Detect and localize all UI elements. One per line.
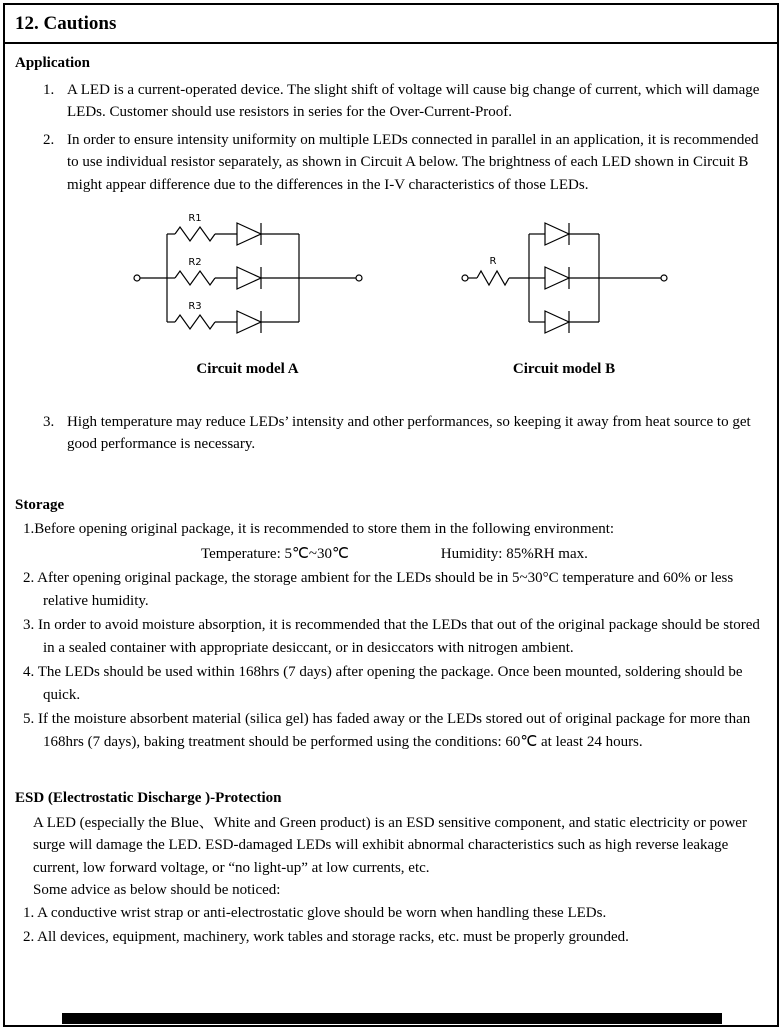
application-items [15, 79, 763, 456]
list-item [37, 79, 763, 124]
resistor-symbol [175, 271, 215, 285]
humidity-condition: Humidity: 85%RH max. [440, 545, 588, 562]
branch-led [529, 267, 599, 289]
storage-conditions [23, 543, 763, 566]
application-heading: Application [15, 55, 91, 71]
branch-led [529, 311, 599, 333]
branch-r2-led [167, 257, 299, 289]
list-item: 2. All devices, equipment, machinery, work tables and storage racks, etc. must be properly grounded. [23, 929, 629, 945]
list-item: 3. In order to avoid moisture absorption, it is recommended that the LEDs that out of the original package should be stored in a sealed container with appropriate desiccant, or in desiccators with nitrogen ambient. [23, 617, 760, 656]
circuit-model-a [129, 208, 367, 381]
terminal-node [462, 275, 468, 281]
page-title-text: 12. Cautions [15, 13, 117, 34]
circuit-model-b [457, 208, 672, 381]
led-symbol [237, 223, 261, 245]
list-item [37, 129, 763, 197]
item-text: High temperature may reduce LEDs’ intensity and other performances, so keeping it away from heat source to get good performance is necessary. [67, 413, 751, 452]
led-symbol [237, 311, 261, 333]
branch-r3-led [167, 301, 299, 333]
led-symbol [545, 223, 569, 245]
section-application [15, 52, 763, 456]
page-title [5, 5, 777, 44]
item-number: 3. [43, 413, 55, 430]
item-number: 1. [43, 81, 55, 98]
led-symbol [545, 267, 569, 289]
led-symbol [545, 311, 569, 333]
esd-advice-list [15, 902, 763, 949]
circuit-diagrams [37, 208, 763, 381]
circuit-model-a-diagram [129, 208, 367, 348]
esd-body [15, 812, 763, 902]
esd-intro-paragraph: A LED (especially the Blue、White and Green product) is an ESD sensitive component, and static electricity or power surge will damage the LED. ESD-damaged LEDs will exhibit abnormal characteristics such as high reverse leakage current, low forward voltage, or “no light-up” at low currents, etc. [33, 814, 747, 876]
resistor-label: R3 [187, 301, 202, 312]
resistor-symbol [175, 315, 215, 329]
circuit-model-a-caption: Circuit model A [196, 361, 299, 377]
item-number: 2. [43, 131, 55, 148]
branch-r1-led [167, 213, 299, 245]
resistor-label: R2 [187, 257, 202, 268]
item-text: A LED is a current-operated device. The slight shift of voltage will cause big change of current, which will damage LEDs. Customer should use resistors in series for the Over-Current-Proof. [67, 81, 760, 120]
led-symbol [237, 267, 261, 289]
list-item: 2. After opening original package, the storage ambient for the LEDs should be in 5~30°C temperature and 60% or less relative humidity. [23, 570, 734, 609]
resistor-label: R [489, 256, 496, 267]
terminal-node [134, 275, 140, 281]
list-item: 4. The LEDs should be used within 168hrs (7 days) after opening the package. Once been mounted, soldering should be quick. [23, 664, 743, 703]
branch-led [529, 223, 599, 245]
footer-bar [62, 1013, 722, 1024]
document-page [3, 3, 779, 1027]
circuit-model-b-caption: Circuit model B [512, 361, 616, 377]
list-item [37, 411, 763, 456]
resistor-symbol [175, 227, 215, 241]
resistor-symbol [477, 271, 509, 285]
storage-items [15, 518, 763, 753]
page-content [5, 44, 777, 949]
storage-heading: Storage [15, 496, 65, 513]
list-item: 1.Before opening original package, it is recommended to store them in the following environment: [23, 521, 615, 537]
temperature-condition: Temperature: 5℃~30℃ [201, 545, 349, 562]
circuit-model-b-diagram [457, 208, 672, 348]
terminal-node [356, 275, 362, 281]
resistor-label: R1 [187, 213, 202, 224]
section-esd [15, 787, 763, 949]
terminal-node [661, 275, 667, 281]
item-text: In order to ensure intensity uniformity on multiple LEDs connected in parallel in an application, it is recommended to use individual resistor separately, as shown in Circuit A below. The brightness of each LED shown in Circuit B might appear difference due to the differences in the I-V characteristics of those LEDs. [67, 131, 759, 193]
list-item: 1. A conductive wrist strap or anti-electrostatic glove should be worn when handling these LEDs. [23, 904, 607, 921]
list-item: 5. If the moisture absorbent material (silica gel) has faded away or the LEDs stored out of original package for more than 168hrs (7 days), baking treatment should be performed using the conditions: 60℃ at least 24 hours. [23, 711, 751, 750]
section-storage [15, 494, 763, 754]
esd-advice-intro: Some advice as below should be noticed: [33, 882, 281, 898]
esd-heading: ESD (Electrostatic Discharge )-Protection [15, 790, 282, 806]
